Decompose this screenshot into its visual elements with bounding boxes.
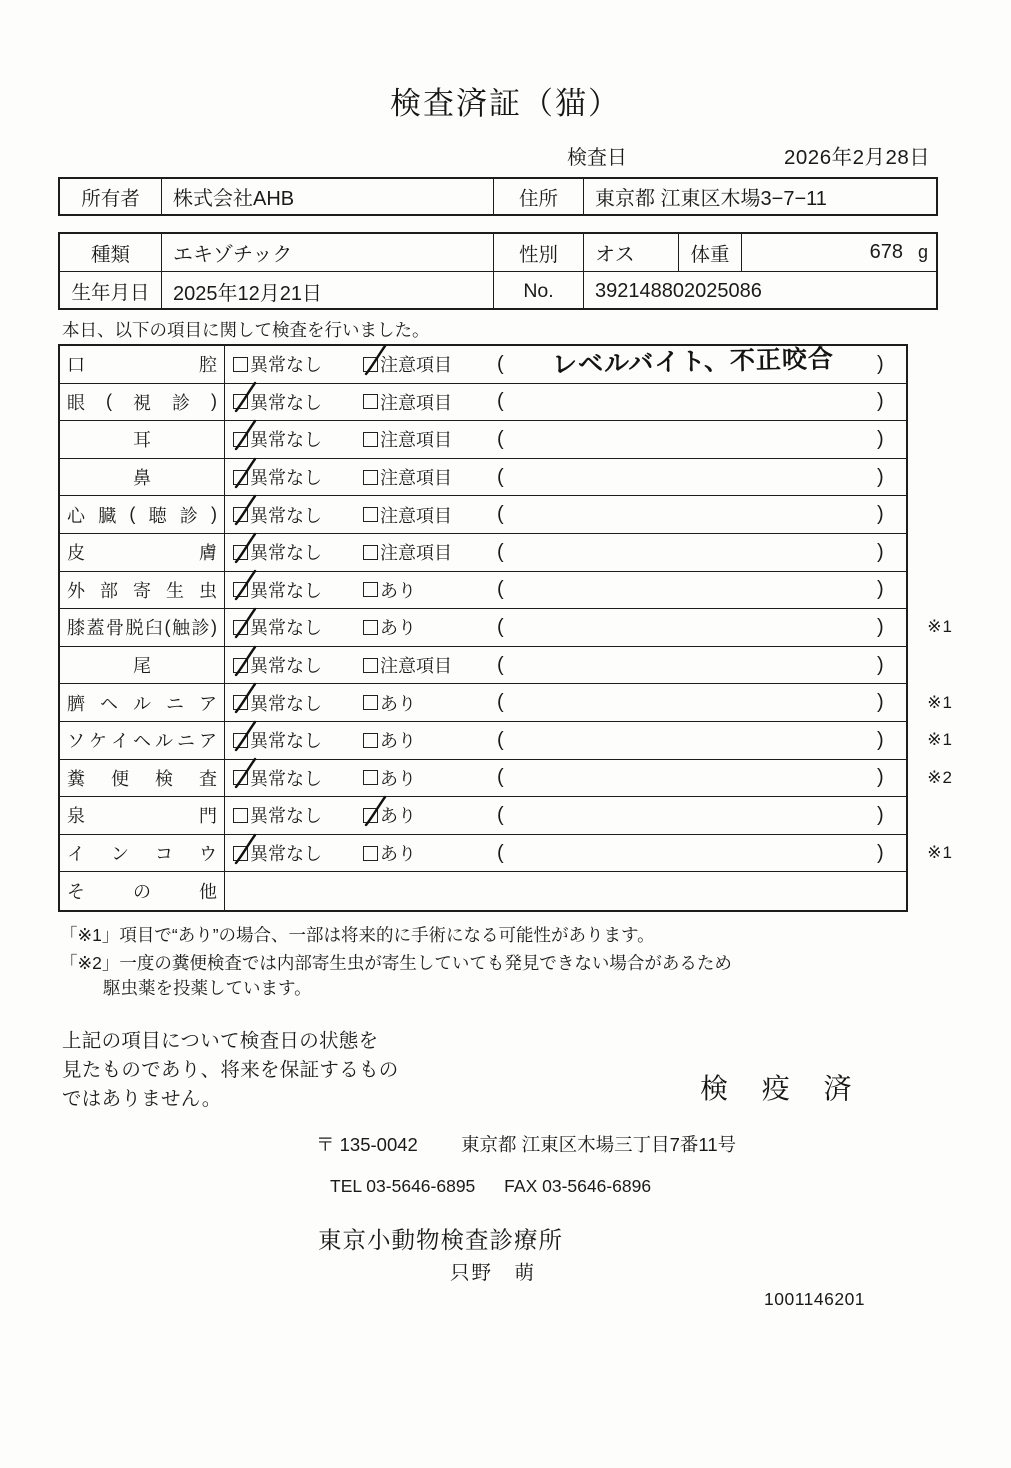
checkbox-attention xyxy=(363,507,378,522)
open-paren: ( xyxy=(497,540,504,563)
handwritten-note xyxy=(513,413,874,457)
option-attention-label: 注意項目 xyxy=(380,430,452,451)
option-attention xyxy=(363,346,452,383)
checkbox-no-abnormality xyxy=(233,394,248,409)
animal-info-table xyxy=(58,232,938,310)
birthdate-label: 生年月日 xyxy=(60,272,162,310)
option-no-abnormality xyxy=(233,609,322,646)
handwritten-note xyxy=(513,526,874,570)
clinic-fax: FAX 03-5646-6896 xyxy=(504,1176,652,1196)
certificate-title: 検査済証（猫） xyxy=(390,86,621,121)
open-paren: ( xyxy=(497,691,504,714)
option-no-abnormality-label: 異常なし xyxy=(250,618,322,639)
option-attention xyxy=(363,421,452,458)
owner-value: 株式会社AHB xyxy=(162,179,494,214)
option-no-abnormality-label: 異常なし xyxy=(250,505,322,526)
handwritten-note xyxy=(513,789,874,833)
checkbox-no-abnormality xyxy=(233,545,248,560)
option-attention-label: あり xyxy=(380,580,416,601)
close-paren: ) xyxy=(877,352,884,375)
close-paren: ) xyxy=(877,803,884,826)
option-no-abnormality xyxy=(233,421,322,458)
option-attention-label: 注意項目 xyxy=(380,505,452,526)
option-no-abnormality-label: 異常なし xyxy=(250,693,322,714)
exam-item-label: 心 臓 ( 聴 診 ) xyxy=(60,496,225,533)
option-no-abnormality xyxy=(233,459,322,496)
open-paren: ( xyxy=(497,578,504,601)
exam-item-label: イ ン コ ウ xyxy=(60,835,225,872)
sex-label: 性別 xyxy=(494,234,584,271)
exam-table xyxy=(58,344,953,912)
option-attention xyxy=(363,647,452,684)
open-paren: ( xyxy=(497,803,504,826)
exam-row xyxy=(60,872,906,910)
checkbox-no-abnormality xyxy=(233,432,248,447)
checkbox-no-abnormality xyxy=(233,733,248,748)
checkbox-attention xyxy=(363,545,378,560)
option-no-abnormality xyxy=(233,647,322,684)
footnote-mark: ※2 xyxy=(927,767,953,787)
option-no-abnormality xyxy=(233,760,322,797)
checkbox-attention xyxy=(363,658,378,673)
handwritten-note: レベルバイト、不正咬合 xyxy=(551,345,835,380)
open-paren: ( xyxy=(497,653,504,676)
option-attention-label: 注意項目 xyxy=(380,468,452,489)
postal-code: 〒 135-0042 xyxy=(316,1134,418,1155)
footnote-2-line2: 駆虫薬を投薬しています。 xyxy=(103,978,312,998)
clinic-address: 東京都 江東区木場三丁目7番11号 xyxy=(460,1134,737,1155)
footnote-mark: ※1 xyxy=(927,730,953,750)
footnote-mark: ※1 xyxy=(927,843,953,863)
close-paren: ) xyxy=(877,691,884,714)
checkbox-attention xyxy=(363,470,378,485)
exam-item-result xyxy=(225,835,906,872)
open-paren: ( xyxy=(497,503,504,526)
option-attention xyxy=(363,722,416,759)
close-paren: ) xyxy=(877,390,884,413)
checkbox-no-abnormality xyxy=(233,357,248,372)
option-no-abnormality xyxy=(233,722,322,759)
document-number: 1001146201 xyxy=(764,1289,866,1309)
option-attention-label: あり xyxy=(380,693,416,714)
sex-value: オス xyxy=(584,234,679,271)
exam-item-label: 臍 ヘ ル ニ ア xyxy=(60,684,225,721)
disclaimer-line1: 上記の項目について検査日の状態を xyxy=(62,1030,379,1052)
checkbox-attention xyxy=(363,695,378,710)
footnote-2-line1: 「※2」一度の糞便検査では内部寄生虫が寄生していても発見できない場合があるため xyxy=(60,953,732,973)
exam-item-label: 口 腔 xyxy=(60,346,225,383)
close-paren: ) xyxy=(877,841,884,864)
checkbox-no-abnormality xyxy=(233,808,248,823)
address-value: 東京都 江東区木場3−7−11 xyxy=(595,188,827,210)
checkbox-attention xyxy=(363,846,378,861)
checkbox-attention xyxy=(363,770,378,785)
exam-row xyxy=(60,835,953,873)
option-attention xyxy=(363,797,416,834)
option-no-abnormality-label: 異常なし xyxy=(250,768,322,789)
checkbox-attention xyxy=(363,357,378,372)
option-attention xyxy=(363,534,452,571)
close-paren: ) xyxy=(877,540,884,563)
clinic-postal-line xyxy=(316,1131,736,1157)
disclaimer-line2: 見たものであり、将来を保証するもの xyxy=(62,1059,399,1081)
option-no-abnormality xyxy=(233,684,322,721)
option-attention xyxy=(363,684,416,721)
option-no-abnormality-label: 異常なし xyxy=(250,844,322,865)
exam-item-label: 鼻 xyxy=(60,459,225,496)
option-attention xyxy=(363,384,452,421)
handwritten-note xyxy=(513,677,874,721)
exam-item-label: 膝 蓋 骨 脱 臼 ( 触 診 ) xyxy=(60,609,225,646)
handwritten-note xyxy=(513,489,874,533)
exam-item-label: 皮 膚 xyxy=(60,534,225,571)
option-attention xyxy=(363,496,452,533)
checkbox-attention xyxy=(363,808,378,823)
option-no-abnormality-label: 異常なし xyxy=(250,392,322,413)
checkbox-no-abnormality xyxy=(233,582,248,597)
option-attention xyxy=(363,459,452,496)
exam-item-label: 外 部 寄 生 虫 xyxy=(60,572,225,609)
option-no-abnormality-label: 異常なし xyxy=(250,543,322,564)
species-value: エキゾチック xyxy=(162,234,494,271)
number-label: No. xyxy=(494,272,584,310)
owner-label: 所有者 xyxy=(60,179,162,214)
disclaimer-statement xyxy=(62,1027,399,1114)
checkbox-no-abnormality xyxy=(233,770,248,785)
checkbox-no-abnormality xyxy=(233,620,248,635)
option-attention-label: あり xyxy=(380,731,416,752)
footnote-1: 「※1」項目で“あり”の場合、一部は将来的に手術になる可能性があります。 xyxy=(60,925,655,945)
option-attention xyxy=(363,835,416,872)
owner-table xyxy=(58,177,938,216)
handwritten-note xyxy=(513,376,874,420)
option-attention-label: あり xyxy=(380,806,416,827)
open-paren: ( xyxy=(497,841,504,864)
option-no-abnormality-label: 異常なし xyxy=(250,731,322,752)
option-attention-label: あり xyxy=(380,618,416,639)
option-attention xyxy=(363,572,416,609)
option-attention-label: 注意項目 xyxy=(380,656,452,677)
open-paren: ( xyxy=(497,352,504,375)
checkbox-no-abnormality xyxy=(233,695,248,710)
checkbox-attention xyxy=(363,432,378,447)
option-attention xyxy=(363,760,416,797)
exam-item-label: 泉 門 xyxy=(60,797,225,834)
checkbox-attention xyxy=(363,620,378,635)
handwritten-note xyxy=(513,827,874,871)
clinic-tel-line xyxy=(330,1176,651,1197)
option-no-abnormality-label: 異常なし xyxy=(250,355,322,376)
option-no-abnormality xyxy=(233,835,322,872)
handwritten-note xyxy=(513,601,874,645)
open-paren: ( xyxy=(497,728,504,751)
exam-item-result xyxy=(225,872,906,910)
footnote-mark: ※1 xyxy=(927,692,953,712)
option-no-abnormality xyxy=(233,534,322,571)
birthdate-value: 2025年12月21日 xyxy=(162,272,494,310)
exam-item-label: 耳 xyxy=(60,421,225,458)
close-paren: ) xyxy=(877,427,884,450)
checkbox-no-abnormality xyxy=(233,507,248,522)
option-no-abnormality xyxy=(233,346,322,383)
option-attention xyxy=(363,609,416,646)
open-paren: ( xyxy=(497,427,504,450)
checkbox-attention xyxy=(363,582,378,597)
option-no-abnormality xyxy=(233,572,322,609)
species-label: 種類 xyxy=(60,234,162,271)
checkbox-attention xyxy=(363,733,378,748)
inspection-date-value: 2026年2月28日 xyxy=(784,146,931,169)
handwritten-note xyxy=(513,564,874,608)
checkbox-attention xyxy=(363,394,378,409)
close-paren: ) xyxy=(877,615,884,638)
close-paren: ) xyxy=(877,465,884,488)
option-no-abnormality-label: 異常なし xyxy=(250,468,322,489)
number-value: 392148802025086 xyxy=(595,279,762,302)
disclaimer-line3: ではありません。 xyxy=(62,1088,222,1110)
exam-item-label: 眼 ( 視 診 ) xyxy=(60,384,225,421)
open-paren: ( xyxy=(497,766,504,789)
weight-value xyxy=(742,234,936,271)
option-attention-label: あり xyxy=(380,844,416,865)
clinic-name: 東京小動物検査診療所 xyxy=(318,1227,563,1253)
checkbox-no-abnormality xyxy=(233,658,248,673)
weight-number: 678 xyxy=(869,241,903,263)
inspection-date-label: 検査日 xyxy=(567,147,627,169)
exam-intro-text: 本日、以下の項目に関して検査を行いました。 xyxy=(62,320,430,340)
option-no-abnormality xyxy=(233,496,322,533)
veterinarian-name: 只野 萌 xyxy=(450,1262,537,1284)
exam-item-label: そ の 他 xyxy=(60,872,225,910)
close-paren: ) xyxy=(877,503,884,526)
close-paren: ) xyxy=(877,578,884,601)
option-no-abnormality-label: 異常なし xyxy=(250,430,322,451)
handwritten-note xyxy=(513,714,874,758)
footnote-mark: ※1 xyxy=(927,617,953,637)
option-no-abnormality xyxy=(233,797,322,834)
option-attention-label: 注意項目 xyxy=(380,392,452,413)
open-paren: ( xyxy=(497,615,504,638)
exam-item-label: 尾 xyxy=(60,647,225,684)
option-attention-label: あり xyxy=(380,768,416,789)
open-paren: ( xyxy=(497,465,504,488)
option-no-abnormality xyxy=(233,384,322,421)
address-label: 住所 xyxy=(494,179,584,214)
exam-item-label: 糞 便 検 査 xyxy=(60,760,225,797)
checkbox-no-abnormality xyxy=(233,846,248,861)
clinic-tel: TEL 03-5646-6895 xyxy=(330,1176,476,1196)
close-paren: ) xyxy=(877,728,884,751)
exam-item-label: ソ ケ イ ヘ ル ニ ア xyxy=(60,722,225,759)
checkbox-no-abnormality xyxy=(233,470,248,485)
option-attention-label: 注意項目 xyxy=(380,543,452,564)
handwritten-note xyxy=(513,752,874,796)
close-paren: ) xyxy=(877,766,884,789)
option-no-abnormality-label: 異常なし xyxy=(250,580,322,601)
option-no-abnormality-label: 異常なし xyxy=(250,656,322,677)
quarantine-stamp-text: 検 疫 済 xyxy=(700,1073,865,1104)
weight-label: 体重 xyxy=(679,234,742,271)
option-no-abnormality-label: 異常なし xyxy=(250,806,322,827)
close-paren: ) xyxy=(877,653,884,676)
weight-unit: g xyxy=(917,242,928,262)
open-paren: ( xyxy=(497,390,504,413)
option-attention-label: 注意項目 xyxy=(380,355,452,376)
